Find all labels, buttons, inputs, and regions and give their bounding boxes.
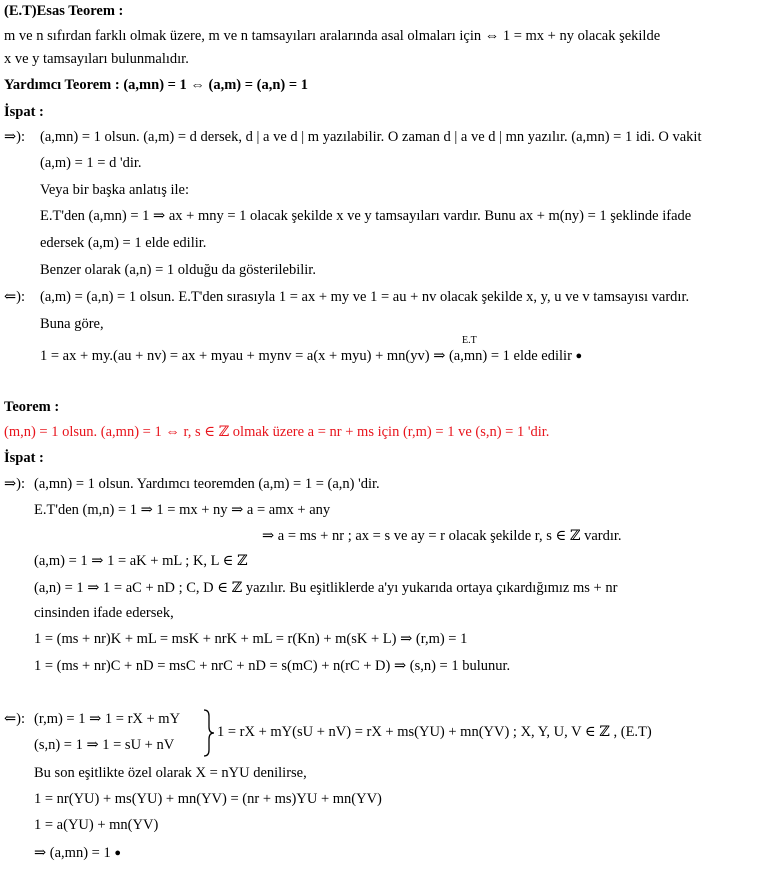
proof-1-line-5: edersek (a,m) = 1 elde edilir. xyxy=(40,235,207,251)
proof-2-line-13 xyxy=(34,844,121,862)
proof-2-line-9c: 1 = rX + mY(sU + nV) = rX + ms(YU) + mn(YV) ; X, Y, U, V ∈ ℤ , (E.T) xyxy=(217,724,652,740)
et-body-line-2: x ve y tamsayıları bulunmalıdır. xyxy=(4,51,189,67)
proof-1-heading: İspat : xyxy=(4,104,44,120)
proof-2-forward-mark: ⇒): xyxy=(4,476,26,492)
theorem-heading: Teorem : xyxy=(4,399,60,415)
proof-2-line-3: ⇒ a = ms + nr ; ax = s ve ay = r olacak şekilde r, s ∈ ℤ vardır. xyxy=(262,528,622,544)
proof-2-line-4: (a,m) = 1 ⇒ 1 = aK + mL ; K, L ∈ ℤ xyxy=(34,553,248,569)
theorem-statement: (m,n) = 1 olsun. (a,mn) = 1 ⇔ r, s ∈ ℤ olmak üzere a = nr + ms için (r,m) = 1 ve (s,n) = 1 'dir. xyxy=(4,424,550,440)
proof-1-line-4: E.T'den (a,mn) = 1 ⇒ ax + mny = 1 olacak şekilde x ve y tamsayıları vardır. Bunu ax + m(ny) = 1 şeklinde ifade xyxy=(40,208,692,224)
proof-2-line-9a: (r,m) = 1 ⇒ 1 = rX + mY xyxy=(34,711,181,727)
curly-brace xyxy=(202,708,216,758)
proof-2-heading: İspat : xyxy=(4,450,44,466)
proof-1-line-2: (a,m) = 1 = d 'dir. xyxy=(40,155,142,171)
proof-2-line-12: 1 = a(YU) + mn(YV) xyxy=(34,817,159,833)
proof-2-line-8: 1 = (ms + nr)C + nD = msC + nrC + nD = s(mC) + n(rC + D) ⇒ (s,n) = 1 bulunur. xyxy=(34,658,511,674)
proof-1-line-8: Buna göre, xyxy=(40,316,104,332)
proof-2-line-5: (a,n) = 1 ⇒ 1 = aC + nD ; C, D ∈ ℤ yazılır. Bu eşitliklerde a'yı yukarıda ortaya çıkardığımız ms + nr xyxy=(34,580,618,596)
proof-2-line-11: 1 = nr(YU) + ms(YU) + mn(YV) = (nr + ms)YU + mn(YV) xyxy=(34,791,382,807)
proof-1-line-6: Benzer olarak (a,n) = 1 olduğu da gösterilebilir. xyxy=(40,262,316,278)
proof-1-forward-mark: ⇒): xyxy=(4,129,26,145)
qed-bullet: ● xyxy=(575,350,583,362)
proof-1-line-1: (a,mn) = 1 olsun. (a,m) = d dersek, d | a ve d | m yazılabilir. O zaman d | a ve d | mn yazılır. (a,mn) = 1 idi. O vakit xyxy=(40,129,702,145)
et-heading: (E.T)Esas Teorem : xyxy=(4,3,124,19)
proof-1-line-3: Veya bir başka anlatış ile: xyxy=(40,182,189,198)
proof-2-line-2: E.T'den (m,n) = 1 ⇒ 1 = mx + ny ⇒ a = amx + any xyxy=(34,502,331,518)
et-arrow-label: E.T xyxy=(462,335,477,346)
proof-2-line-13-text: ⇒ (a,mn) = 1 xyxy=(34,845,111,861)
proof-2-line-10: Bu son eşitlikte özel olarak X = nYU denilirse, xyxy=(34,765,307,781)
proof-2-line-6: cinsinden ifade edersek, xyxy=(34,605,174,621)
proof-1-backward-mark: ⇐): xyxy=(4,289,26,305)
proof-2-line-1: (a,mn) = 1 olsun. Yardımcı teoremden (a,m) = 1 = (a,n) 'dir. xyxy=(34,476,380,492)
proof-1-line-9 xyxy=(40,347,582,365)
qed-bullet-2: ● xyxy=(114,847,121,859)
proof-1-line-9-text: 1 = ax + my.(au + nv) = ax + myau + mynv = a(x + myu) + mn(yv) ⇒ (a,mn) = 1 elde edilir xyxy=(40,348,572,364)
auxiliary-theorem: Yardımcı Teorem : (a,mn) = 1 ⇔ (a,m) = (a,n) = 1 xyxy=(4,77,309,93)
proof-1-line-7: (a,m) = (a,n) = 1 olsun. E.T'den sırasıyla 1 = ax + my ve 1 = au + nv olacak şekilde x, y, u ve v tamsayısı vardır. xyxy=(40,289,690,305)
proof-2-backward-mark: ⇐): xyxy=(4,711,26,727)
et-body-line-1: m ve n sıfırdan farklı olmak üzere, m ve n tamsayıları aralarında asal olmaları için ⇔ 1 = mx + ny olacak şekilde xyxy=(4,28,661,44)
proof-2-line-7: 1 = (ms + nr)K + mL = msK + nrK + mL = r(Kn) + m(sK + L) ⇒ (r,m) = 1 xyxy=(34,631,468,647)
proof-2-line-9b: (s,n) = 1 ⇒ 1 = sU + nV xyxy=(34,737,175,753)
